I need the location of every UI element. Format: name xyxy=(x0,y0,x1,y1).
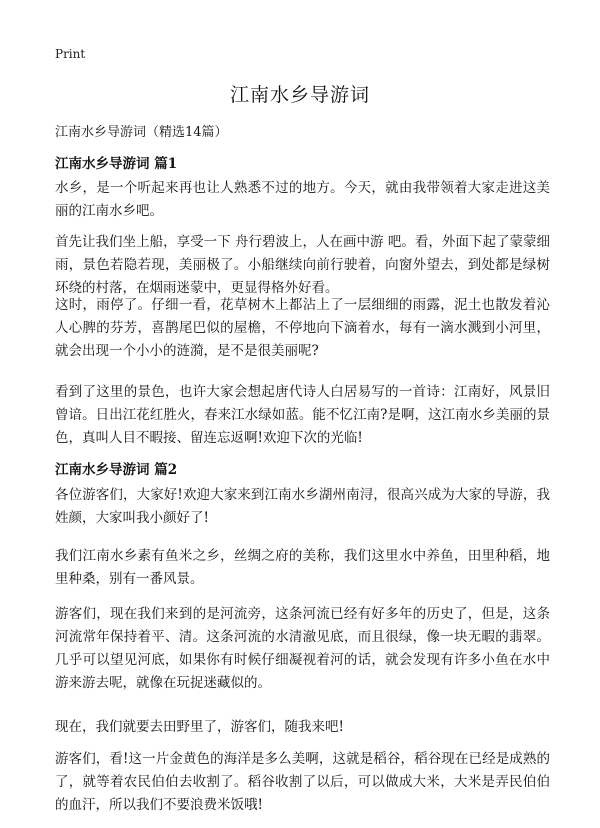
paragraph: 我们江南水乡素有鱼米之乡，丝绸之府的美称，我们这里水中养鱼，田里种稻，地里种桑，别有一番风景。 xyxy=(55,548,550,587)
print-link[interactable]: Print xyxy=(55,47,86,61)
paragraph: 这时，雨停了。仔细一看，花草树木上都沾上了一层细细的雨露，泥土也散发着沁人心脾的芬芳，喜鹊尾巴似的屋檐，不停地向下滴着水，每有一滴水溅到小河里，就会出现一个小小的涟漪，是不是很美丽呢? xyxy=(55,297,550,359)
document-subtitle: 江南水乡导游词（精选14篇） xyxy=(55,125,228,140)
section-heading-1: 江南水乡导游词 篇1 xyxy=(55,156,178,172)
paragraph: 游客们，现在我们来到的是河流旁，这条河流已经有好多年的历史了，但是，这条河流常年保持着平、清。这条河流的水清澈见底，而且很绿，像一块无暇的翡翠。几乎可以望见河底，如果你有时候仔细凝视着河的话，就会发现有许多小鱼在水中游来游去呢，就像在玩捉迷藏似的。 xyxy=(55,606,550,691)
paragraph: 水乡，是一个听起来再也让人熟悉不过的地方。今天，就由我带领着大家走进这美丽的江南水乡吧。 xyxy=(55,180,550,219)
section-heading-2: 江南水乡导游词 篇2 xyxy=(55,462,178,478)
paragraph: 看到了这里的景色，也许大家会想起唐代诗人白居易写的一首诗：江南好，风景旧曾谙。日出江花红胜火，春来江水绿如蓝。能不忆江南?是啊，这江南水乡美丽的景色，真叫人目不暇接、留连忘返啊!欢迎下次的光临! xyxy=(55,384,550,446)
paragraph: 游客们，看!这一片金黄色的海洋是多么美啊，这就是稻谷，稻谷现在已经是成熟的了，就等着农民伯伯去收割了。稻谷收割了以后，可以做成大米，大米是弄民伯伯的血汗，所以我们不要浪费米饭哦! xyxy=(55,751,550,813)
document-title: 江南水乡导游词 xyxy=(229,84,370,106)
paragraph: 各位游客们，大家好!欢迎大家来到江南水乡湖州南浔，很高兴成为大家的导游，我姓颜，大家叫我小颜好了! xyxy=(55,487,550,526)
paragraph: 现在，我们就要去田野里了，游客们，随我来吧! xyxy=(55,719,344,735)
paragraph: 首先让我们坐上船，享受一下 舟行碧波上，人在画中游 吧。看，外面下起了蒙蒙细雨，景色若隐若现，美丽极了。小船继续向前行驶着，向窗外望去，到处都是绿树环绕的村落，在烟雨迷蒙中，更显得格外好看。 xyxy=(55,234,550,296)
